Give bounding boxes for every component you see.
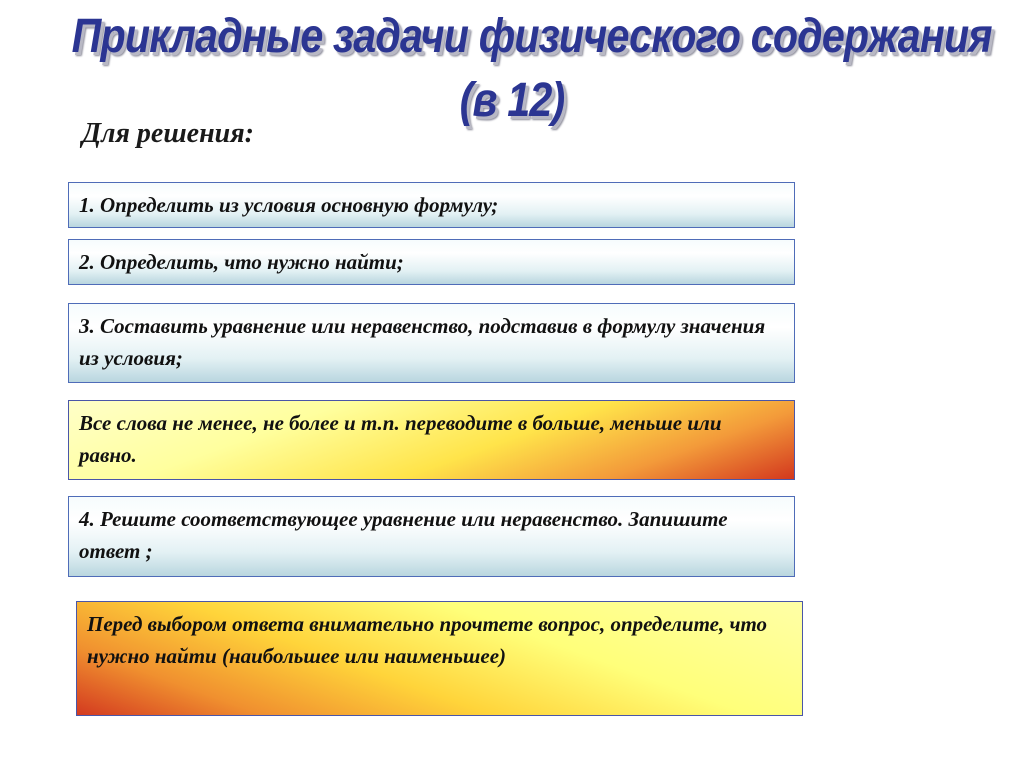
step-3-box: 3. Составить уравнение или неравенство, подставив в формулу значения из условия; bbox=[68, 303, 795, 383]
slide-title-task-number: (в 12) bbox=[459, 74, 565, 127]
tip-read-question-box: Перед выбором ответа внимательно прочтете вопрос, определите, что нужно найти (наибольшее или наименьшее) bbox=[76, 601, 803, 716]
section-subtitle: Для решения: bbox=[82, 118, 254, 149]
step-1-box: 1. Определить из условия основную формулу; bbox=[68, 182, 795, 228]
tip-inequality-words-box: Все слова не менее, не более и т.п. переводите в больше, меньше или равно. bbox=[68, 400, 795, 480]
step-2-box: 2. Определить, что нужно найти; bbox=[68, 239, 795, 285]
step-4-box: 4. Решите соответствующее уравнение или неравенство. Запишите ответ ; bbox=[68, 496, 795, 577]
slide-title: Прикладные задачи физического содержания bbox=[71, 10, 992, 63]
